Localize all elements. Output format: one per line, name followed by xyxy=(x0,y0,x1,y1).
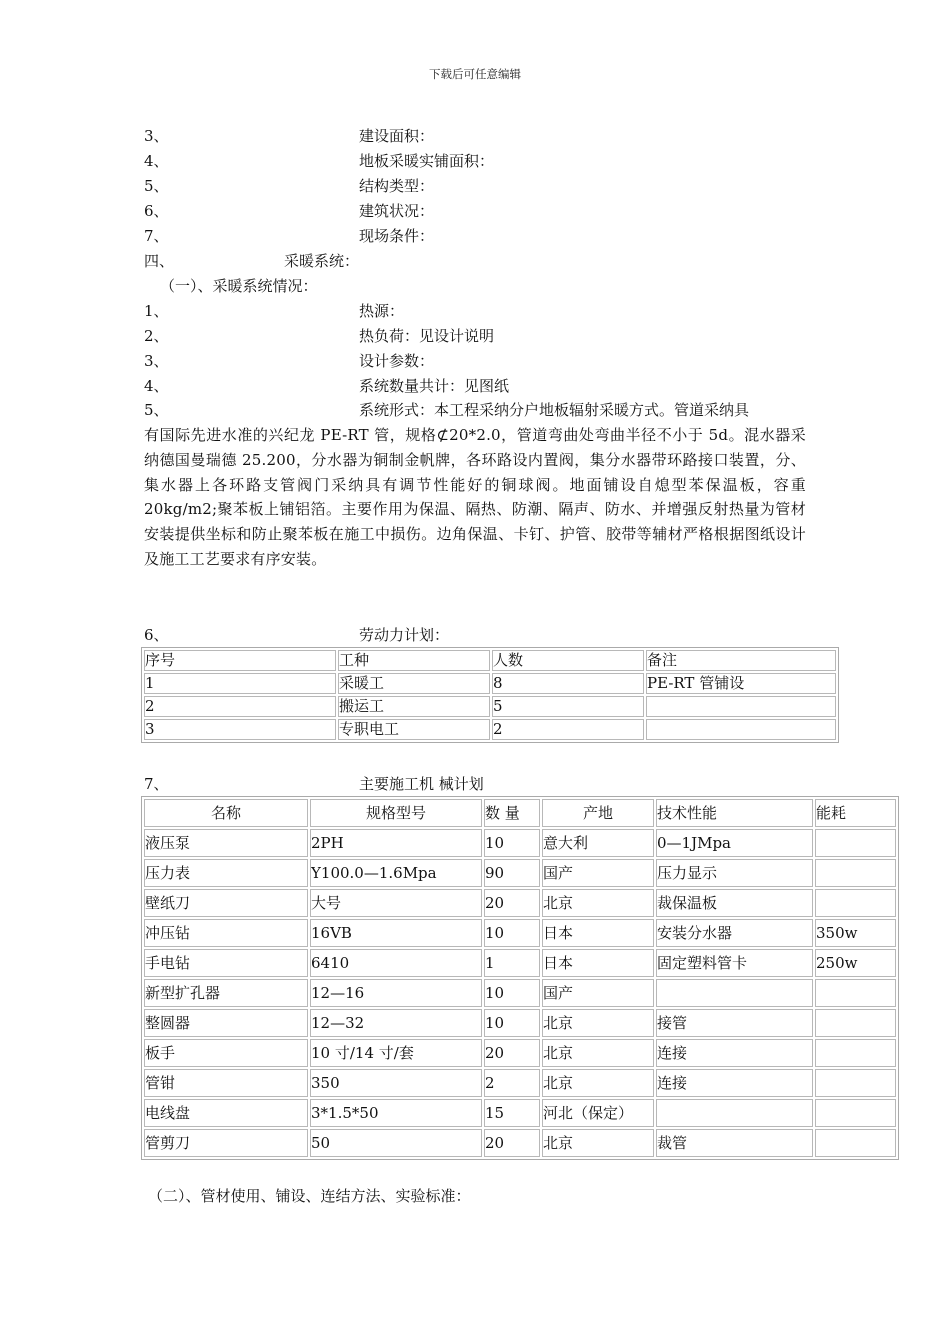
table-cell: 北京 xyxy=(542,1129,654,1157)
table-cell: 10 xyxy=(484,979,540,1007)
table-cell: 板手 xyxy=(144,1039,308,1067)
item-number: 4、 xyxy=(144,152,169,170)
table-row xyxy=(144,889,896,917)
section-heading xyxy=(144,250,359,272)
table-cell: 20 xyxy=(484,1039,540,1067)
table-cell: 固定塑料管卡 xyxy=(656,949,813,977)
table-row xyxy=(144,696,836,717)
item-number: 4、 xyxy=(144,377,169,395)
item-number: 3、 xyxy=(144,352,169,370)
table-cell: 新型扩孔器 xyxy=(144,979,308,1007)
table-header-cell: 能耗 xyxy=(815,799,896,827)
table-row xyxy=(144,919,896,947)
table-cell xyxy=(656,1099,813,1127)
table-cell: 北京 xyxy=(542,889,654,917)
table-cell: 350w xyxy=(815,919,896,947)
list-item xyxy=(144,175,434,197)
table-cell: 20 xyxy=(484,889,540,917)
table-cell xyxy=(815,1039,896,1067)
table-cell: 搬运工 xyxy=(338,696,490,717)
list-item xyxy=(144,225,434,247)
table-cell xyxy=(815,1009,896,1037)
table-row xyxy=(144,719,836,740)
table-cell: 2 xyxy=(484,1069,540,1097)
table-row xyxy=(144,1099,896,1127)
table-cell: 北京 xyxy=(542,1069,654,1097)
item-text: 系统数量共计：见图纸 xyxy=(359,377,510,395)
table-row xyxy=(144,1009,896,1037)
table-cell: 5 xyxy=(492,696,644,717)
table-cell: 管钳 xyxy=(144,1069,308,1097)
table-header-row xyxy=(144,799,896,827)
list-item xyxy=(144,125,434,147)
table-cell: 1 xyxy=(484,949,540,977)
table-cell: 液压泵 xyxy=(144,829,308,857)
table-cell: 管剪刀 xyxy=(144,1129,308,1157)
item-number: 5、 xyxy=(144,177,169,195)
table-cell xyxy=(815,979,896,1007)
table-cell: 12—32 xyxy=(310,1009,482,1037)
item-number: 7、 xyxy=(144,227,169,245)
table-cell: 国产 xyxy=(542,979,654,1007)
table-cell: 90 xyxy=(484,859,540,887)
table-row xyxy=(144,829,896,857)
table-cell: 大号 xyxy=(310,889,482,917)
list-item xyxy=(144,375,509,397)
table-cell: 接管 xyxy=(656,1009,813,1037)
table-cell: 3 xyxy=(144,719,336,740)
table-cell: 壁纸刀 xyxy=(144,889,308,917)
item-text: 建设面积： xyxy=(359,127,435,145)
section-title: 采暖系统： xyxy=(284,252,360,270)
subsection-heading: （二）、管材使用、铺设、连结方法、实验标准： xyxy=(148,1187,471,1205)
table-cell: 连接 xyxy=(656,1069,813,1097)
table-cell: 压力表 xyxy=(144,859,308,887)
labor-title: 劳动力计划： xyxy=(359,626,450,644)
list-item xyxy=(144,150,494,172)
table-header-cell: 备注 xyxy=(646,650,836,671)
table-cell: 10 xyxy=(484,1009,540,1037)
labor-heading xyxy=(144,624,449,646)
table-header-cell: 名称 xyxy=(144,799,308,827)
table-cell: PE-RT 管铺设 xyxy=(646,673,836,694)
item-text: 系统形式：本工程采纳分户地板辐射采暖方式。管道采纳具 xyxy=(359,401,750,419)
table-cell xyxy=(815,1069,896,1097)
table-header-cell: 工种 xyxy=(338,650,490,671)
item-text: 现场条件： xyxy=(359,227,435,245)
table-cell xyxy=(815,1099,896,1127)
section-number: 四、 xyxy=(144,252,175,270)
list-item xyxy=(144,325,494,347)
table-cell: 整圆器 xyxy=(144,1009,308,1037)
item-number: 3、 xyxy=(144,127,169,145)
table-cell: 裁管 xyxy=(656,1129,813,1157)
item-number: 5、 xyxy=(144,401,169,419)
table-cell: 意大利 xyxy=(542,829,654,857)
table-row xyxy=(144,1129,896,1157)
table-cell: 16VB xyxy=(310,919,482,947)
table-row xyxy=(144,979,896,1007)
table-cell: 12—16 xyxy=(310,979,482,1007)
table-cell: 0—1JMpa xyxy=(656,829,813,857)
table-cell: 裁保温板 xyxy=(656,889,813,917)
item-text: 结构类型： xyxy=(359,177,435,195)
item-text: 热负荷：见设计说明 xyxy=(359,327,495,345)
page-header: 下载后可任意编辑 xyxy=(429,67,521,81)
table-cell xyxy=(815,859,896,887)
table-cell xyxy=(646,696,836,717)
table-row xyxy=(144,1039,896,1067)
table-cell: Y100.0—1.6Mpa xyxy=(310,859,482,887)
item-text: 热源： xyxy=(359,302,405,320)
list-item xyxy=(144,300,404,322)
table-cell xyxy=(815,889,896,917)
table-row xyxy=(144,1069,896,1097)
table-cell: 国产 xyxy=(542,859,654,887)
item-text: 设计参数： xyxy=(359,352,435,370)
table-cell: 连接 xyxy=(656,1039,813,1067)
table-cell: 1 xyxy=(144,673,336,694)
table-cell: 3*1.5*50 xyxy=(310,1099,482,1127)
table-cell: 2 xyxy=(144,696,336,717)
item-number: 7、 xyxy=(144,775,169,793)
table-header-cell: 人数 xyxy=(492,650,644,671)
table-header-cell: 数 量 xyxy=(484,799,540,827)
table-cell: 压力显示 xyxy=(656,859,813,887)
machine-table xyxy=(141,796,899,1160)
item-number: 2、 xyxy=(144,327,169,345)
item-number: 1、 xyxy=(144,302,169,320)
table-cell xyxy=(815,829,896,857)
item-text: 地板采暖实铺面积： xyxy=(359,152,495,170)
table-cell: 安装分水器 xyxy=(656,919,813,947)
table-row xyxy=(144,949,896,977)
table-cell: 河北（保定） xyxy=(542,1099,654,1127)
table-cell: 日本 xyxy=(542,949,654,977)
list-item xyxy=(144,200,434,222)
table-cell: 冲压钻 xyxy=(144,919,308,947)
table-cell: 350 xyxy=(310,1069,482,1097)
table-header-cell: 序号 xyxy=(144,650,336,671)
table-cell: 手电钻 xyxy=(144,949,308,977)
table-cell: 10 寸/14 寸/套 xyxy=(310,1039,482,1067)
body-paragraph: 有国际先进水准的兴纪龙 PE-RT 管，规格⊄20*2.0，管道弯曲处弯曲半径不小于 5d。混水器采纳德国曼瑞德 25.200，分水器为铜制金帆牌，各环路设内置阀，集分水器带环路接口装置，分、集水器上各环路支管阀门采纳具有调节性能好的铜球阀。地面铺设自熄型苯保温板，容重 20kg/m2;聚苯板上铺铝箔。主要作用为保温、隔热、防潮、隔声、防水、并增强反射热量为管材安装提供坐标和防止聚苯板在施工中损伤。边角保温、卡钉、护管、胶带等辅材严格根据图纸设计及施工工艺要求有序安装。 xyxy=(144,426,806,568)
table-cell: 专职电工 xyxy=(338,719,490,740)
table-header-cell: 规格型号 xyxy=(310,799,482,827)
table-row xyxy=(144,859,896,887)
item-number: 6、 xyxy=(144,202,169,220)
table-header-row xyxy=(144,650,836,671)
table-cell xyxy=(646,719,836,740)
table-cell: 采暖工 xyxy=(338,673,490,694)
labor-table xyxy=(141,647,839,743)
table-cell: 2 xyxy=(492,719,644,740)
table-cell xyxy=(656,979,813,1007)
item-number: 6、 xyxy=(144,626,169,644)
table-cell: 北京 xyxy=(542,1009,654,1037)
table-cell: 6410 xyxy=(310,949,482,977)
table-cell: 北京 xyxy=(542,1039,654,1067)
table-cell: 日本 xyxy=(542,919,654,947)
list-item xyxy=(144,350,434,372)
table-cell: 2PH xyxy=(310,829,482,857)
machines-heading xyxy=(144,773,484,795)
table-cell: 10 xyxy=(484,829,540,857)
machines-title: 主要施工机 械计划 xyxy=(359,775,484,793)
table-header-cell: 产地 xyxy=(542,799,654,827)
item-text: 建筑状况： xyxy=(359,202,435,220)
subsection-heading: （一）、采暖系统情况： xyxy=(160,277,318,295)
table-cell: 10 xyxy=(484,919,540,947)
table-cell xyxy=(815,1129,896,1157)
table-cell: 电线盘 xyxy=(144,1099,308,1127)
table-cell: 15 xyxy=(484,1099,540,1127)
table-cell: 250w xyxy=(815,949,896,977)
table-cell: 20 xyxy=(484,1129,540,1157)
list-item xyxy=(144,399,749,421)
table-row xyxy=(144,673,836,694)
table-header-cell: 技术性能 xyxy=(656,799,813,827)
table-cell: 8 xyxy=(492,673,644,694)
table-cell: 50 xyxy=(310,1129,482,1157)
